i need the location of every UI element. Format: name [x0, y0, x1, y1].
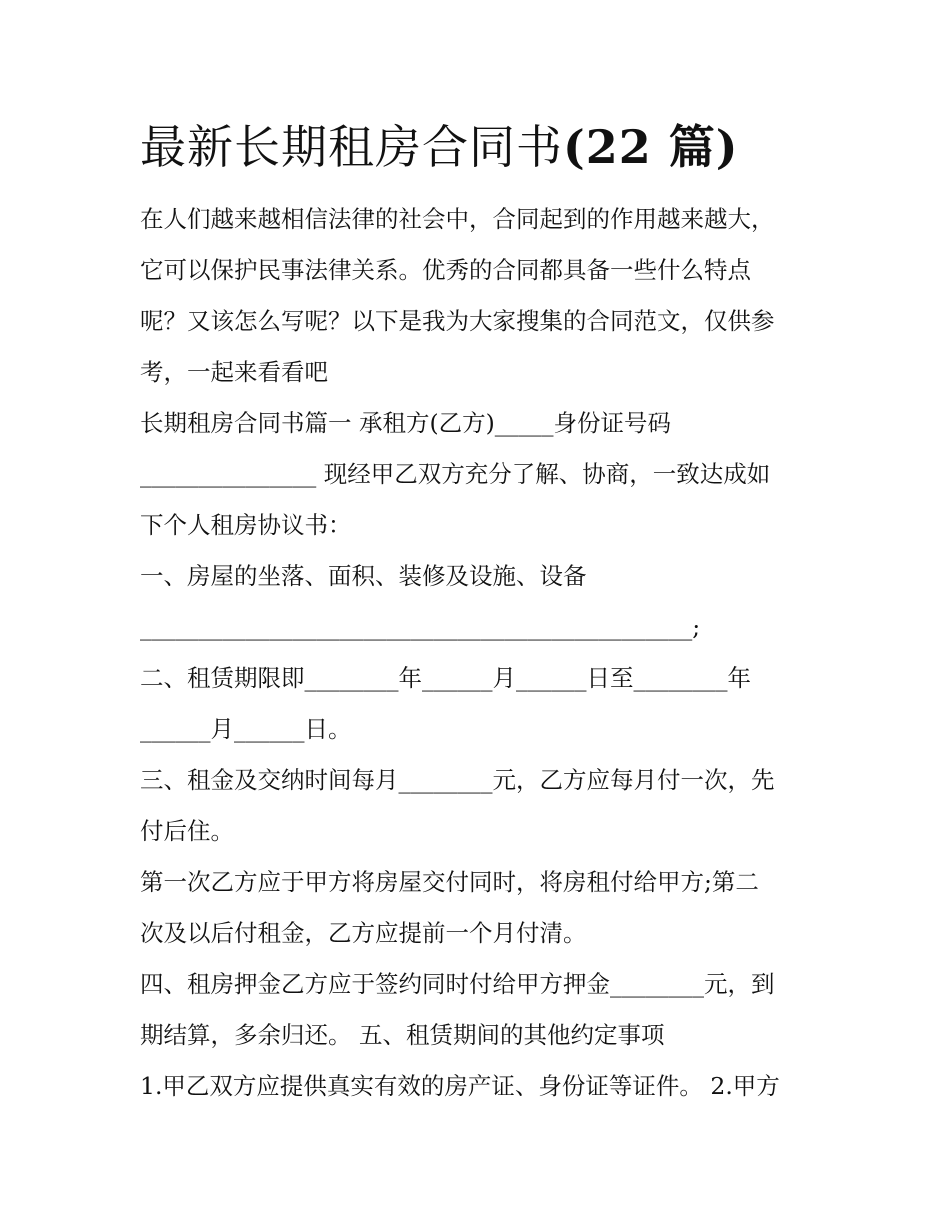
- document-page: [140, 112, 820, 1112]
- body-line: 考，一起来看看吧: [140, 358, 328, 386]
- body-line: _______________________________________________;: [140, 613, 701, 641]
- body-line: 1.甲乙双方应提供真实有效的房产证、身份证等证件。 2.甲方: [140, 1072, 780, 1100]
- body-line: _______________ 现经甲乙双方充分了解、协商，一致达成如: [140, 460, 771, 488]
- body-line: 期结算，多余归还。 五、租赁期间的其他约定事项: [140, 1021, 665, 1049]
- body-line: 呢？又该怎么写呢？以下是我为大家搜集的合同范文，仅供参: [140, 307, 775, 335]
- title-main: 最新长期租房合同书: [140, 120, 563, 174]
- document-title: [140, 112, 820, 182]
- body-line: 三、租金及交纳时间每月________元，乙方应每月付一次，先: [140, 766, 775, 794]
- document-body: [140, 194, 820, 1112]
- body-line: 在人们越来越相信法律的社会中，合同起到的作用越来越大，: [140, 205, 775, 233]
- body-line: 付后住。: [140, 817, 234, 845]
- body-line: 它可以保护民事法律关系。优秀的合同都具备一些什么特点: [140, 256, 751, 284]
- body-line: ______月______日。: [140, 715, 352, 743]
- body-line: 下个人租房协议书：: [140, 511, 352, 539]
- body-line: 二、租赁期限即________年______月______日至________年: [140, 664, 751, 692]
- body-line: 长期租房合同书篇一 承租方(乙方)_____身份证号码: [140, 409, 672, 437]
- body-line: 四、租房押金乙方应于签约同时付给甲方押金________元，到: [140, 970, 775, 998]
- body-line: 一、房屋的坐落、面积、装修及设施、设备: [140, 562, 587, 590]
- body-line: 次及以后付租金，乙方应提前一个月付清。: [140, 919, 587, 947]
- title-suffix: (22 篇): [563, 120, 739, 174]
- body-line: 第一次乙方应于甲方将房屋交付同时，将房租付给甲方;第二: [140, 868, 759, 896]
